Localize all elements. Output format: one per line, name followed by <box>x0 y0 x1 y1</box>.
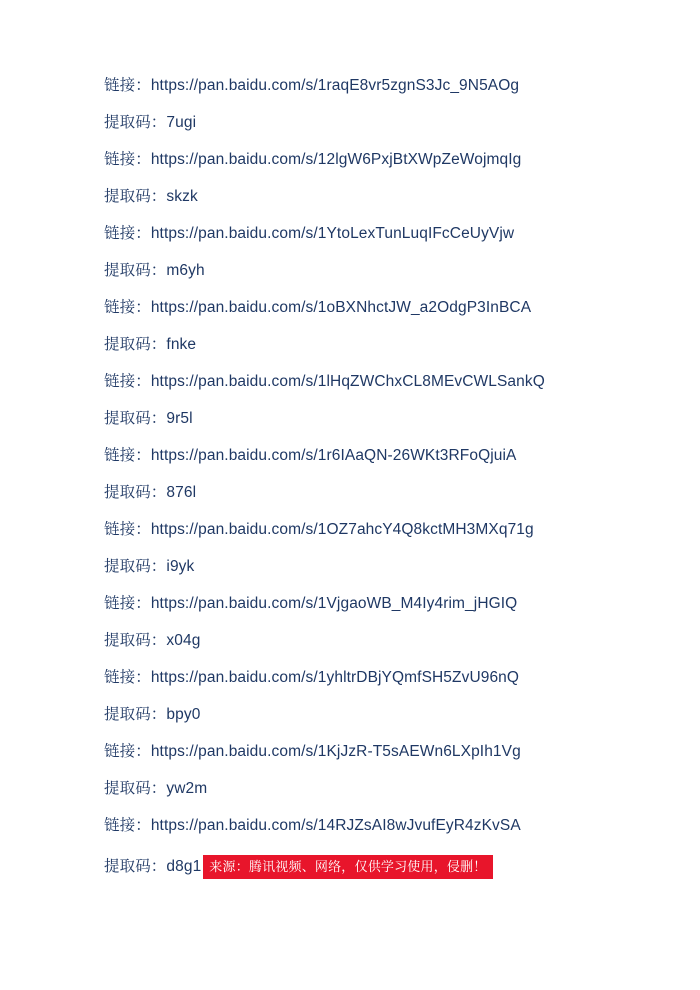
code-value: skzk <box>166 188 198 205</box>
code-label: 提取码： <box>104 410 167 427</box>
link-value: https://pan.baidu.com/s/1lHqZWChxCL8MEvCWLSankQ <box>150 373 545 390</box>
code-value: m6yh <box>166 262 205 279</box>
link-label: 链接： <box>104 151 151 168</box>
code-line <box>104 707 640 723</box>
link-line <box>104 300 640 316</box>
code-value: i9yk <box>166 558 195 575</box>
code-line <box>104 411 640 427</box>
link-label: 链接： <box>104 299 151 316</box>
code-label: 提取码： <box>104 262 167 279</box>
link-value: https://pan.baidu.com/s/1r6IAaQN-26WKt3RFoQjuiA <box>150 447 517 464</box>
code-line <box>104 485 640 501</box>
code-line <box>104 115 640 131</box>
link-value: https://pan.baidu.com/s/1oBXNhctJW_a2OdgP3InBCA <box>150 299 532 316</box>
code-line-with-watermark <box>104 855 640 879</box>
link-line <box>104 78 640 94</box>
code-value: x04g <box>166 632 201 649</box>
link-label: 链接： <box>104 521 151 538</box>
code-label: 提取码： <box>104 336 167 353</box>
code-label: 提取码： <box>104 780 167 797</box>
code-line <box>104 189 640 205</box>
link-label: 链接： <box>104 373 151 390</box>
link-value: https://pan.baidu.com/s/1OZ7ahcY4Q8kctMH3MXq71g <box>150 521 534 538</box>
link-label: 链接： <box>104 817 151 834</box>
code-line <box>104 559 640 575</box>
code-line <box>104 633 640 649</box>
code-label: 提取码： <box>104 858 167 876</box>
code-value: 7ugi <box>166 114 197 131</box>
code-value: 876l <box>166 484 197 501</box>
code-label: 提取码： <box>104 484 167 501</box>
link-label: 链接： <box>104 77 151 94</box>
link-line <box>104 448 640 464</box>
code-line <box>104 337 640 353</box>
link-label: 链接： <box>104 225 151 242</box>
link-line <box>104 522 640 538</box>
link-value: https://pan.baidu.com/s/1yhltrDBjYQmfSH5ZvU96nQ <box>150 669 520 686</box>
link-line <box>104 226 640 242</box>
link-line <box>104 152 640 168</box>
link-line <box>104 744 640 760</box>
code-line <box>104 263 640 279</box>
link-value: https://pan.baidu.com/s/14RJZsAI8wJvufEyR4zKvSA <box>150 817 521 834</box>
code-label: 提取码： <box>104 706 167 723</box>
source-watermark: 来源：腾讯视频、网络，仅供学习使用，侵删！ <box>203 855 492 879</box>
code-value: d8g1 <box>166 858 202 876</box>
link-value: https://pan.baidu.com/s/1raqE8vr5zgnS3Jc_9N5AOg <box>150 77 520 94</box>
link-label: 链接： <box>104 447 151 464</box>
link-label: 链接： <box>104 669 151 686</box>
code-value: yw2m <box>166 780 208 797</box>
code-label: 提取码： <box>104 632 167 649</box>
link-line <box>104 818 640 834</box>
link-value: https://pan.baidu.com/s/1YtoLexTunLuqIFcCeUyVjw <box>150 225 515 242</box>
link-value: https://pan.baidu.com/s/1KjJzR-T5sAEWn6LXpIh1Vg <box>150 743 521 760</box>
link-line <box>104 374 640 390</box>
link-value: https://pan.baidu.com/s/12lgW6PxjBtXWpZeWojmqIg <box>150 151 522 168</box>
code-label: 提取码： <box>104 188 167 205</box>
link-value: https://pan.baidu.com/s/1VjgaoWB_M4Iy4rim_jHGIQ <box>150 595 518 612</box>
code-label: 提取码： <box>104 558 167 575</box>
link-label: 链接： <box>104 595 151 612</box>
link-line <box>104 670 640 686</box>
code-label: 提取码： <box>104 114 167 131</box>
code-line <box>104 781 640 797</box>
link-label: 链接： <box>104 743 151 760</box>
code-value: 9r5l <box>166 410 193 427</box>
code-value: fnke <box>166 336 197 353</box>
code-value: bpy0 <box>166 706 201 723</box>
link-line <box>104 596 640 612</box>
